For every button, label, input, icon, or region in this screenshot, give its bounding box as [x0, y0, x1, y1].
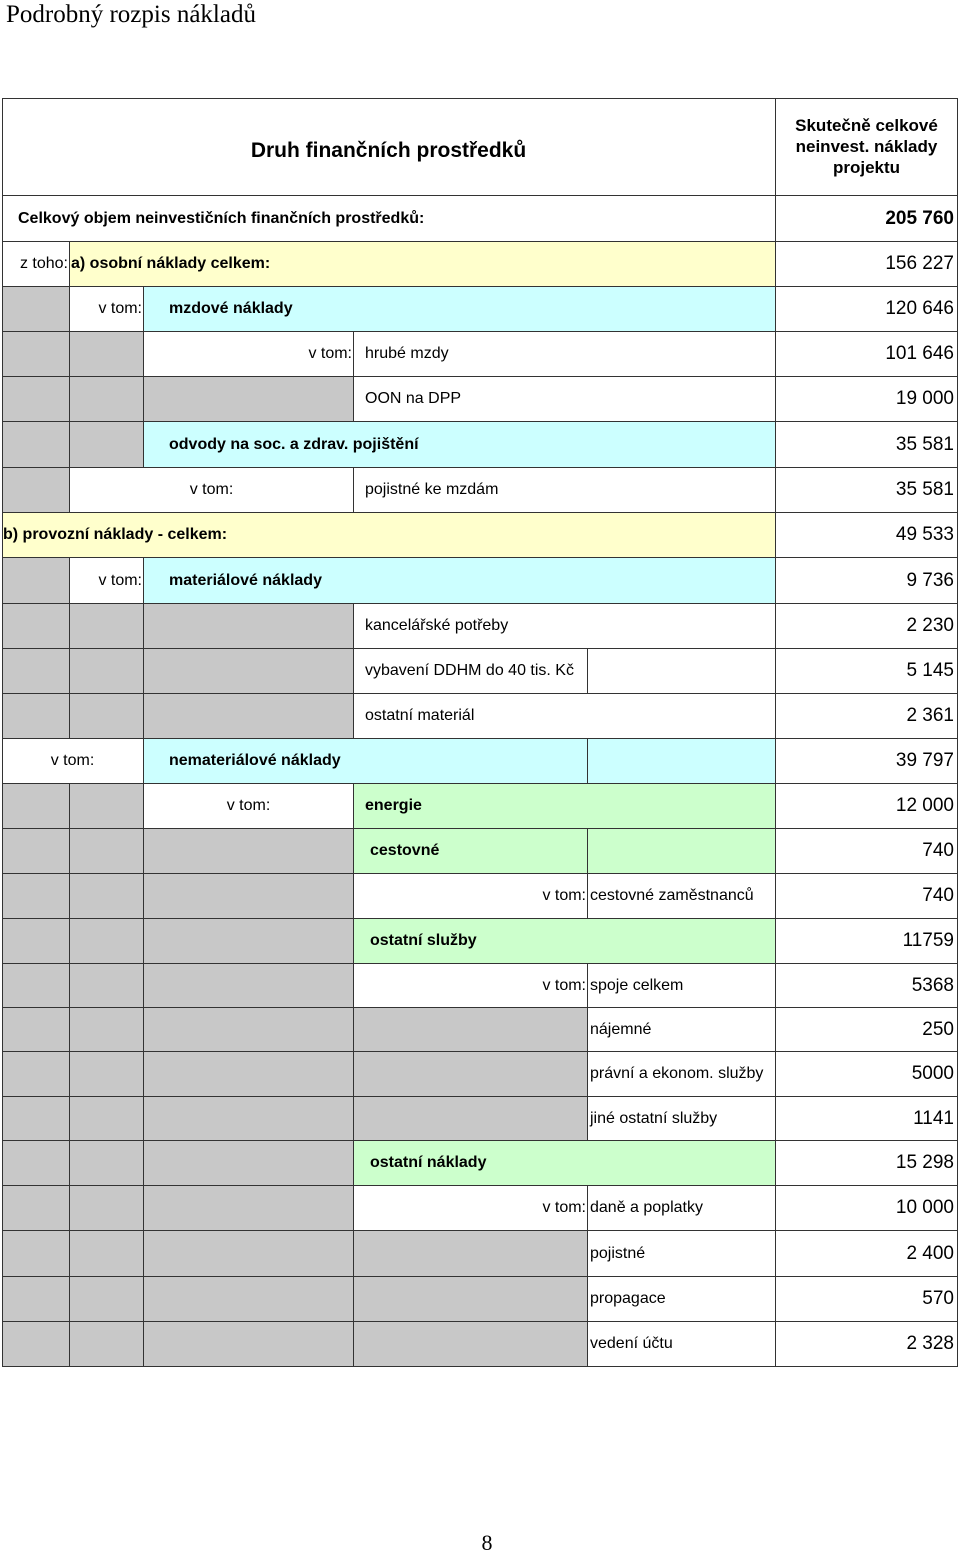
blank-cell: [2, 422, 70, 468]
value-cell: 5368: [776, 964, 958, 1008]
label-cell: vybavení DDHM do 40 tis. Kč: [354, 649, 588, 694]
label-cell: nemateriálové náklady: [144, 739, 588, 784]
prefix-cell: v tom:: [354, 874, 588, 919]
prefix-cell: v tom:: [70, 468, 354, 513]
blank-cell: [144, 1231, 354, 1277]
column-header-type: Druh finančních prostředků: [2, 98, 776, 196]
blank-cell: [144, 1186, 354, 1231]
value-cell: 15 298: [776, 1141, 958, 1186]
blank-cell: [70, 1322, 144, 1367]
blank-cell: [354, 1097, 588, 1141]
blank-cell: [2, 1052, 70, 1097]
blank-cell: [144, 377, 354, 422]
blank-cell: [70, 1097, 144, 1141]
blank-cell: [2, 1277, 70, 1322]
label-cell: ostatní služby: [354, 919, 776, 964]
prefix-cell: v tom:: [354, 1186, 588, 1231]
blank-cell: [70, 1141, 144, 1186]
value-cell: 2 328: [776, 1322, 958, 1367]
blank-cell: [2, 964, 70, 1008]
label-cell: ostatní materiál: [354, 694, 776, 739]
label-cell: b) provozní náklady - celkem:: [2, 513, 776, 558]
blank-cell: [354, 1052, 588, 1097]
blank-cell: [70, 1186, 144, 1231]
blank-cell: [2, 874, 70, 919]
label-cell: a) osobní náklady celkem:: [70, 242, 776, 287]
blank-cell: [144, 1097, 354, 1141]
label-cell: hrubé mzdy: [354, 332, 776, 377]
column-header-actual-costs: Skutečně celkové neinvest. náklady projektu: [776, 98, 958, 196]
blank-cell: [2, 1231, 70, 1277]
label-cell: pojistné ke mzdám: [354, 468, 776, 513]
blank-cell: [2, 558, 70, 604]
blank-cell: [354, 1008, 588, 1052]
value-cell: 205 760: [776, 196, 958, 242]
label-cell: jiné ostatní služby: [588, 1097, 776, 1141]
blank-cell: [2, 1322, 70, 1367]
value-cell: 10 000: [776, 1186, 958, 1231]
label-cell: kancelářské potřeby: [354, 604, 776, 649]
blank-cell: [70, 1052, 144, 1097]
blank-cell: [588, 739, 776, 784]
blank-cell: [2, 829, 70, 874]
blank-cell: [2, 1008, 70, 1052]
label-cell: vedení účtu: [588, 1322, 776, 1367]
label-cell: cestovné: [354, 829, 588, 874]
page-number: 8: [481, 1530, 493, 1555]
label-cell: Celkový objem neinvestičních finančních prostředků:: [2, 196, 776, 242]
blank-cell: [70, 1231, 144, 1277]
blank-cell: [2, 1186, 70, 1231]
blank-cell: [2, 287, 70, 332]
blank-cell: [144, 829, 354, 874]
blank-cell: [70, 604, 144, 649]
prefix-cell: v tom:: [144, 784, 354, 829]
value-cell: 570: [776, 1277, 958, 1322]
blank-cell: [144, 964, 354, 1008]
blank-cell: [2, 1097, 70, 1141]
blank-cell: [70, 829, 144, 874]
blank-cell: [144, 874, 354, 919]
value-cell: 120 646: [776, 287, 958, 332]
value-cell: 740: [776, 874, 958, 919]
prefix-cell: v tom:: [70, 287, 144, 332]
label-cell: mzdové náklady: [144, 287, 776, 332]
prefix-cell: z toho:: [2, 242, 70, 287]
value-cell: 12 000: [776, 784, 958, 829]
blank-cell: [144, 919, 354, 964]
blank-cell: [70, 694, 144, 739]
value-cell: 250: [776, 1008, 958, 1052]
value-cell: 5 145: [776, 649, 958, 694]
prefix-cell: v tom:: [144, 332, 354, 377]
blank-cell: [70, 649, 144, 694]
value-cell: 156 227: [776, 242, 958, 287]
blank-cell: [70, 919, 144, 964]
value-cell: 11759: [776, 919, 958, 964]
label-cell: materiálové náklady: [144, 558, 776, 604]
prefix-cell: v tom:: [70, 558, 144, 604]
blank-cell: [70, 1277, 144, 1322]
value-cell: 1141: [776, 1097, 958, 1141]
blank-cell: [2, 694, 70, 739]
value-cell: 39 797: [776, 739, 958, 784]
label-cell: odvody na soc. a zdrav. pojištění: [144, 422, 776, 468]
blank-cell: [144, 1008, 354, 1052]
blank-cell: [2, 919, 70, 964]
value-cell: 5000: [776, 1052, 958, 1097]
page-title: Podrobný rozpis nákladů: [6, 1, 256, 28]
blank-cell: [144, 1277, 354, 1322]
prefix-cell: v tom:: [2, 739, 144, 784]
blank-cell: [144, 649, 354, 694]
blank-cell: [354, 1231, 588, 1277]
blank-cell: [588, 649, 776, 694]
label-cell: právní a ekonom. služby: [588, 1052, 776, 1097]
label-cell: energie: [354, 784, 776, 829]
blank-cell: [354, 1277, 588, 1322]
value-cell: 9 736: [776, 558, 958, 604]
blank-cell: [70, 332, 144, 377]
value-cell: 2 230: [776, 604, 958, 649]
label-cell: pojistné: [588, 1231, 776, 1277]
blank-cell: [2, 1141, 70, 1186]
blank-cell: [144, 1322, 354, 1367]
blank-cell: [2, 784, 70, 829]
blank-cell: [588, 829, 776, 874]
blank-cell: [354, 1322, 588, 1367]
blank-cell: [70, 1008, 144, 1052]
label-cell: nájemné: [588, 1008, 776, 1052]
blank-cell: [144, 694, 354, 739]
value-cell: 49 533: [776, 513, 958, 558]
value-cell: 35 581: [776, 422, 958, 468]
blank-cell: [70, 377, 144, 422]
blank-cell: [2, 332, 70, 377]
blank-cell: [144, 1052, 354, 1097]
value-cell: 101 646: [776, 332, 958, 377]
blank-cell: [70, 784, 144, 829]
blank-cell: [144, 604, 354, 649]
label-cell: ostatní náklady: [354, 1141, 776, 1186]
blank-cell: [2, 649, 70, 694]
value-cell: 2 400: [776, 1231, 958, 1277]
blank-cell: [2, 604, 70, 649]
value-cell: 19 000: [776, 377, 958, 422]
prefix-cell: v tom:: [354, 964, 588, 1008]
blank-cell: [70, 874, 144, 919]
blank-cell: [2, 377, 70, 422]
label-cell: cestovné zaměstnanců: [588, 874, 776, 919]
blank-cell: [2, 468, 70, 513]
value-cell: 740: [776, 829, 958, 874]
blank-cell: [144, 1141, 354, 1186]
value-cell: 35 581: [776, 468, 958, 513]
label-cell: OON na DPP: [354, 377, 776, 422]
blank-cell: [70, 964, 144, 1008]
label-cell: daně a poplatky: [588, 1186, 776, 1231]
label-cell: spoje celkem: [588, 964, 776, 1008]
value-cell: 2 361: [776, 694, 958, 739]
blank-cell: [70, 422, 144, 468]
label-cell: propagace: [588, 1277, 776, 1322]
